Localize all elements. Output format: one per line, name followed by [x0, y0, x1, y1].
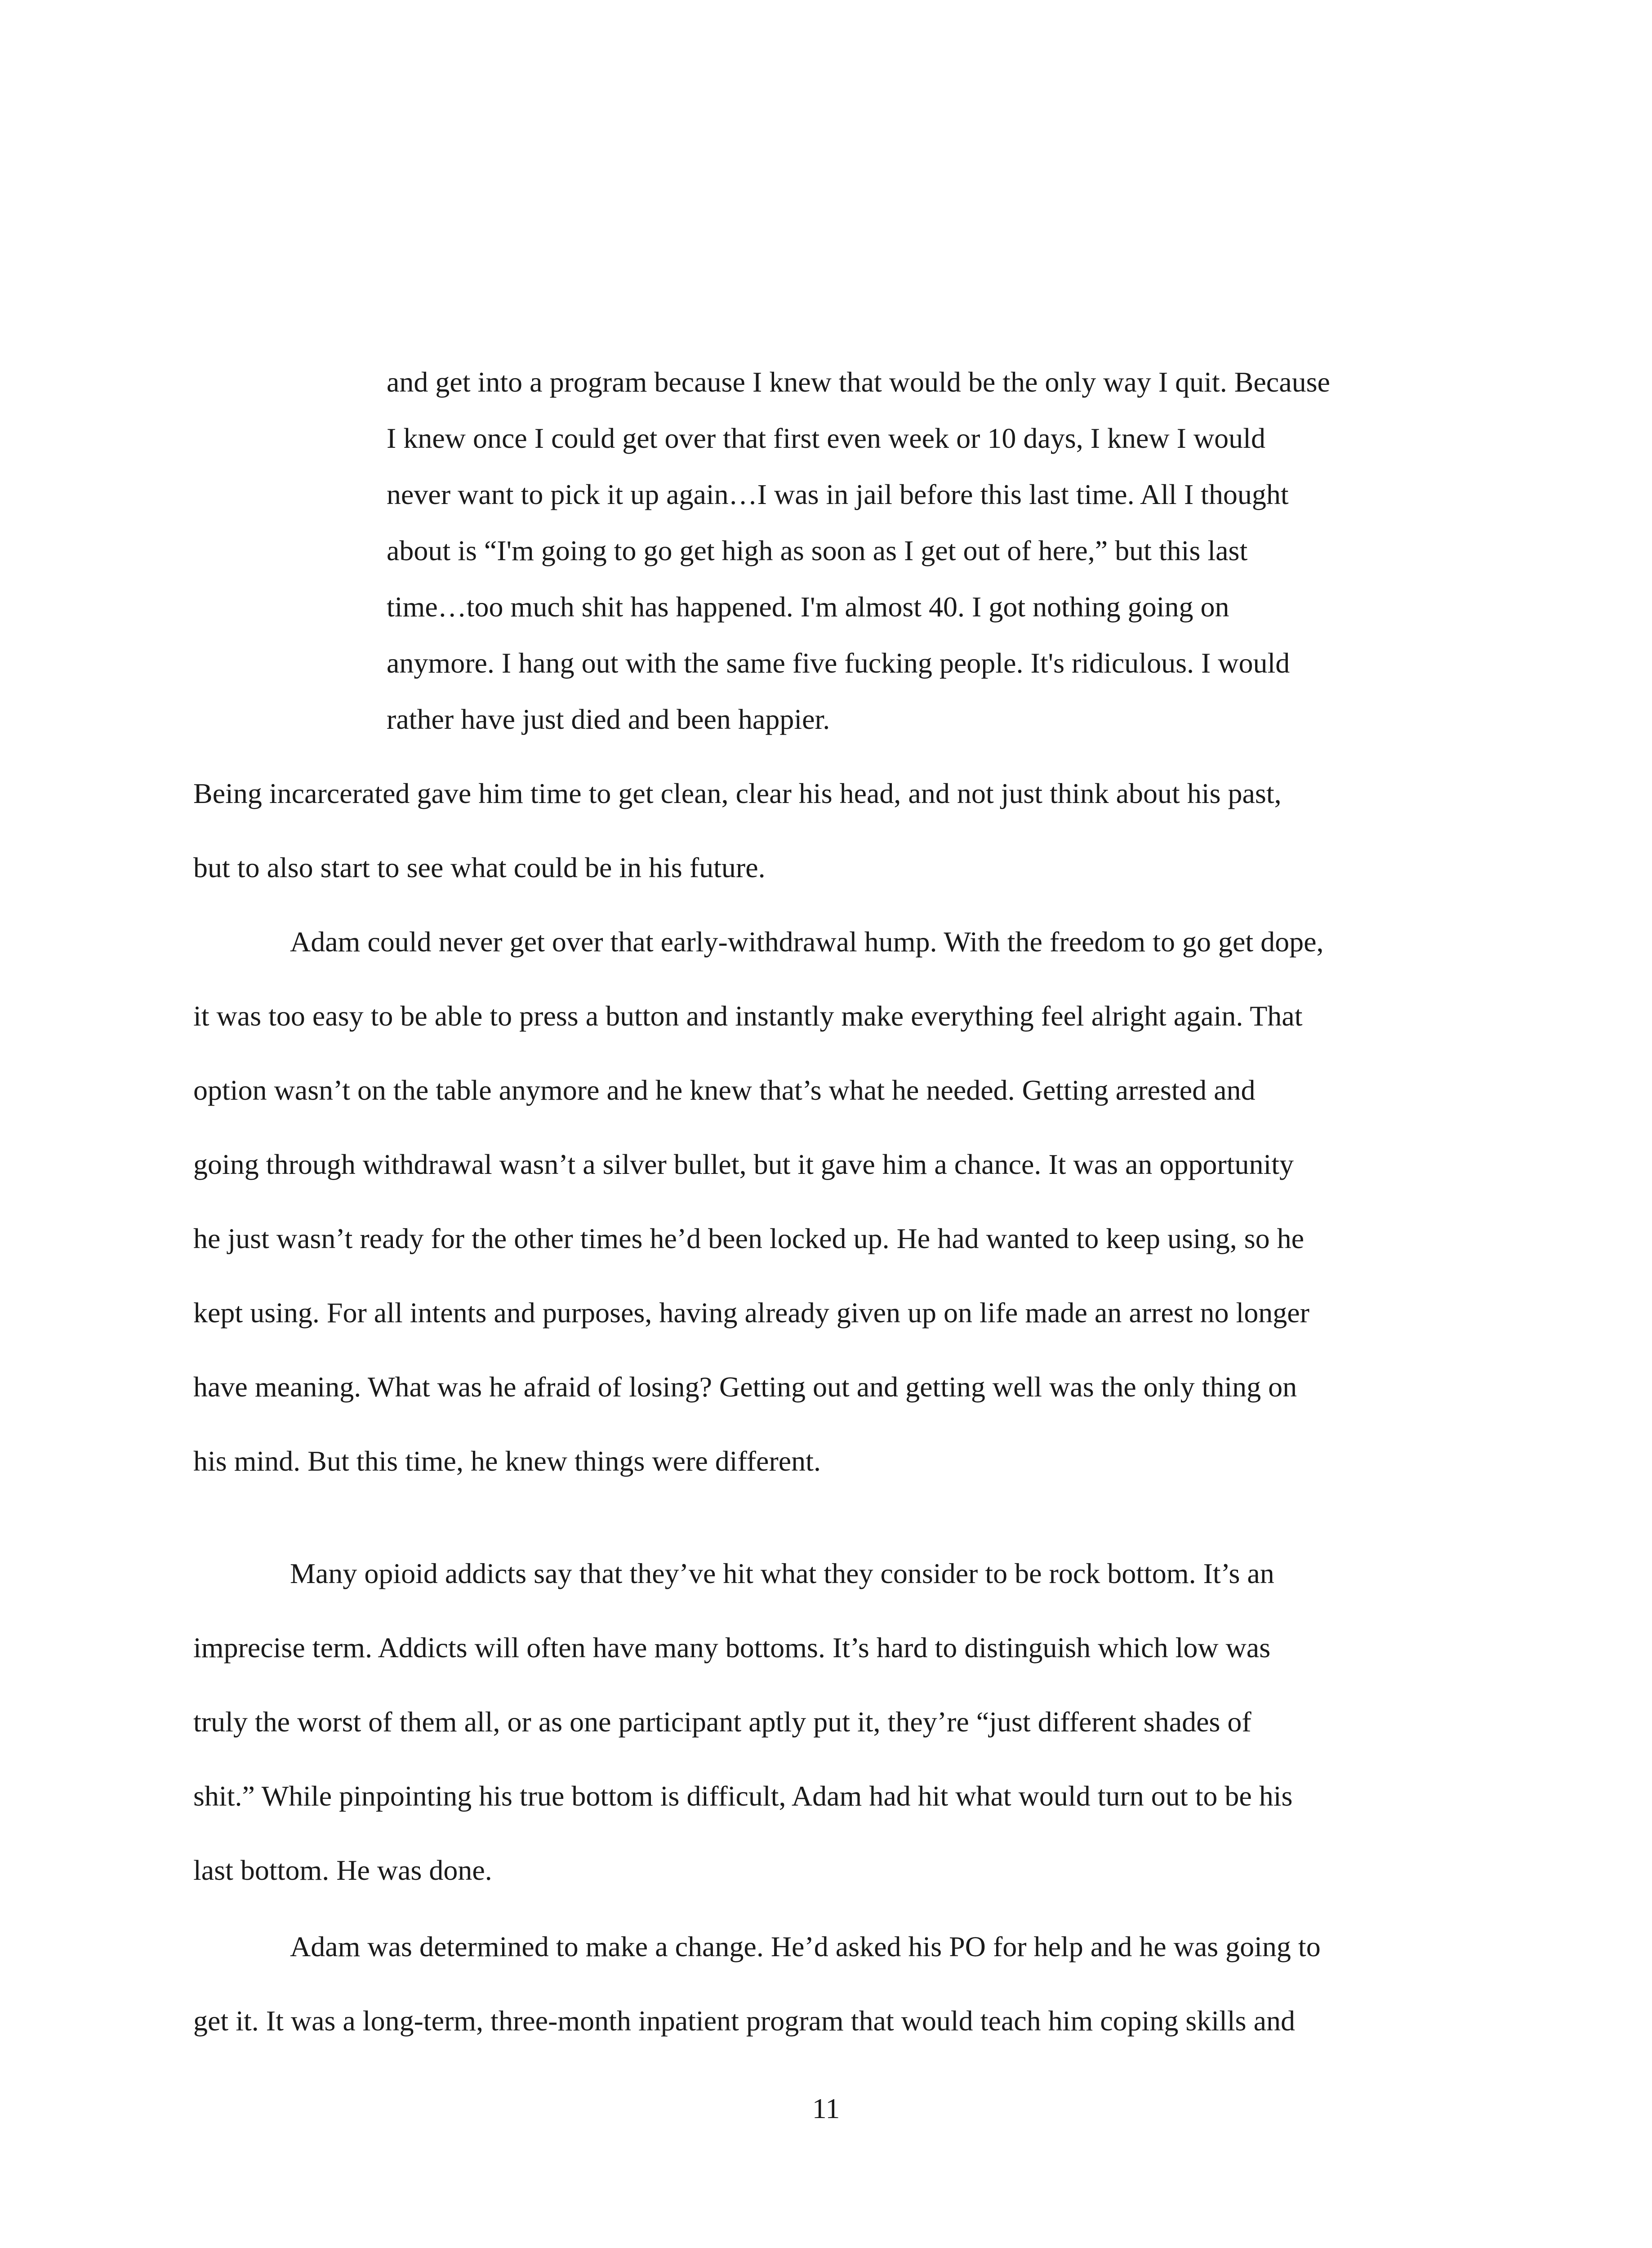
paragraph-line: Adam was determined to make a change. He’d asked his PO for help and he was going to	[290, 1931, 1321, 1963]
page-number: 11	[812, 2092, 840, 2124]
paragraph-line: shit.” While pinpointing his true bottom is difficult, Adam had hit what would turn out to be his	[193, 1780, 1293, 1812]
paragraph-line: but to also start to see what could be in his future.	[193, 852, 766, 883]
paragraph-line: it was too easy to be able to press a button and instantly make everything feel alright again. That	[193, 1000, 1303, 1032]
quote-line: rather have just died and been happier.	[387, 703, 830, 735]
paragraph-line: Being incarcerated gave him time to get clean, clear his head, and not just think about his past,	[193, 777, 1282, 809]
quote-line: anymore. I hang out with the same five fucking people. It's ridiculous. I would	[387, 647, 1290, 679]
paragraph-line: going through withdrawal wasn’t a silver bullet, but it gave him a chance. It was an opportunity	[193, 1148, 1294, 1180]
paragraph-line: Adam could never get over that early-withdrawal hump. With the freedom to go get dope,	[290, 926, 1324, 958]
quote-line: and get into a program because I knew that would be the only way I quit. Because	[387, 366, 1330, 398]
quote-line: I knew once I could get over that first even week or 10 days, I knew I would	[387, 422, 1265, 454]
paragraph-line: have meaning. What was he afraid of losing? Getting out and getting well was the only thing on	[193, 1371, 1297, 1403]
paragraph-line: truly the worst of them all, or as one participant aptly put it, they’re “just different shades of	[193, 1706, 1251, 1738]
paragraph-line: last bottom. He was done.	[193, 1854, 492, 1886]
paragraph-line: option wasn’t on the table anymore and he knew that’s what he needed. Getting arrested and	[193, 1074, 1256, 1106]
quote-line: about is “I'm going to go get high as soon as I get out of here,” but this last	[387, 535, 1248, 566]
paragraph-line: Many opioid addicts say that they’ve hit what they consider to be rock bottom. It’s an	[290, 1557, 1274, 1589]
quote-line: time…too much shit has happened. I'm almost 40. I got nothing going on	[387, 591, 1229, 623]
paragraph-line: imprecise term. Addicts will often have many bottoms. It’s hard to distinguish which low was	[193, 1632, 1271, 1664]
paragraph-line: he just wasn’t ready for the other times he’d been locked up. He had wanted to keep using, so he	[193, 1222, 1304, 1254]
paragraph-line: kept using. For all intents and purposes, having already given up on life made an arrest no longer	[193, 1297, 1309, 1329]
paragraph-line: his mind. But this time, he knew things were different.	[193, 1445, 821, 1477]
quote-line: never want to pick it up again…I was in jail before this last time. All I thought	[387, 478, 1289, 510]
paragraph-line: get it. It was a long-term, three-month inpatient program that would teach him coping skills and	[193, 2005, 1295, 2037]
